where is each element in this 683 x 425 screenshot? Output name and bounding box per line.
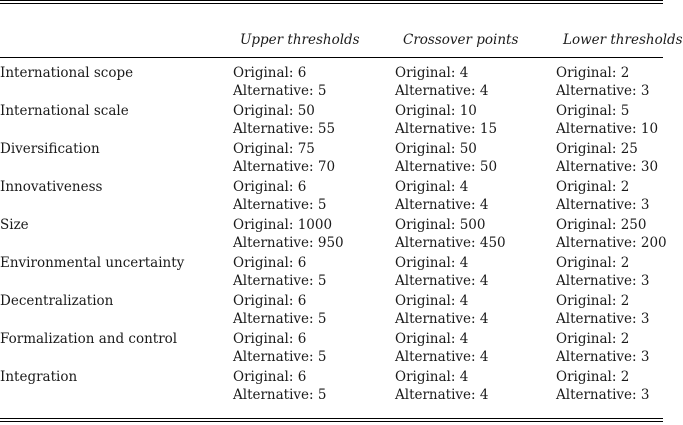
crossover-original-value: Original: 4 [395,255,469,271]
upper-original-value: Original: 6 [233,331,307,347]
upper-alternative-value: Alternative: 5 [233,387,327,403]
crossover-original-value: Original: 4 [395,293,469,309]
row-label: Decentralization [0,293,114,309]
crossover-alternative-value: Alternative: 4 [395,83,489,99]
lower-original-value: Original: 2 [556,331,630,347]
crossover-alternative-value: Alternative: 50 [395,159,498,175]
header-rule [0,57,663,58]
crossover-original-value: Original: 4 [395,65,469,81]
table-top-rule-1 [0,0,663,1]
crossover-original-value: Original: 4 [395,179,469,195]
row-label: International scale [0,103,129,119]
upper-original-value: Original: 1000 [233,217,333,233]
crossover-alternative-value: Alternative: 450 [395,235,506,251]
crossover-original-value: Original: 4 [395,369,469,385]
crossover-original-value: Original: 500 [395,217,486,233]
upper-original-value: Original: 50 [233,103,315,119]
lower-alternative-value: Alternative: 3 [556,311,650,327]
crossover-alternative-value: Alternative: 4 [395,273,489,289]
upper-alternative-value: Alternative: 55 [233,121,336,137]
row-label: Integration [0,369,78,385]
crossover-original-value: Original: 50 [395,141,477,157]
lower-original-value: Original: 2 [556,179,630,195]
upper-alternative-value: Alternative: 5 [233,349,327,365]
table-bottom-rule-1 [0,418,663,419]
header-crossover-points: Crossover points [403,32,519,48]
row-label: Diversification [0,141,100,157]
row-label: Size [0,217,29,233]
lower-alternative-value: Alternative: 3 [556,83,650,99]
upper-original-value: Original: 6 [233,179,307,195]
lower-original-value: Original: 2 [556,369,630,385]
upper-alternative-value: Alternative: 5 [233,197,327,213]
lower-original-value: Original: 250 [556,217,647,233]
lower-alternative-value: Alternative: 3 [556,197,650,213]
upper-alternative-value: Alternative: 70 [233,159,336,175]
upper-alternative-value: Alternative: 950 [233,235,344,251]
lower-alternative-value: Alternative: 10 [556,121,659,137]
lower-alternative-value: Alternative: 30 [556,159,659,175]
lower-alternative-value: Alternative: 3 [556,273,650,289]
upper-original-value: Original: 6 [233,255,307,271]
upper-alternative-value: Alternative: 5 [233,83,327,99]
lower-original-value: Original: 2 [556,65,630,81]
lower-original-value: Original: 5 [556,103,630,119]
crossover-original-value: Original: 4 [395,331,469,347]
lower-original-value: Original: 2 [556,255,630,271]
header-lower-thresholds: Lower thresholds [563,32,683,48]
lower-original-value: Original: 25 [556,141,638,157]
table-bottom-rule-2 [0,421,663,422]
row-label: Formalization and control [0,331,178,347]
upper-alternative-value: Alternative: 5 [233,273,327,289]
crossover-alternative-value: Alternative: 4 [395,387,489,403]
lower-alternative-value: Alternative: 3 [556,387,650,403]
crossover-alternative-value: Alternative: 4 [395,197,489,213]
lower-original-value: Original: 2 [556,293,630,309]
upper-original-value: Original: 6 [233,369,307,385]
row-label: Environmental uncertainty [0,255,185,271]
upper-alternative-value: Alternative: 5 [233,311,327,327]
upper-original-value: Original: 75 [233,141,315,157]
upper-original-value: Original: 6 [233,65,307,81]
crossover-alternative-value: Alternative: 4 [395,349,489,365]
upper-original-value: Original: 6 [233,293,307,309]
row-label: Innovativeness [0,179,103,195]
crossover-alternative-value: Alternative: 4 [395,311,489,327]
header-upper-thresholds: Upper thresholds [240,32,360,48]
lower-alternative-value: Alternative: 200 [556,235,667,251]
crossover-alternative-value: Alternative: 15 [395,121,498,137]
crossover-original-value: Original: 10 [395,103,477,119]
lower-alternative-value: Alternative: 3 [556,349,650,365]
table-top-rule-2 [0,3,663,4]
row-label: International scope [0,65,134,81]
